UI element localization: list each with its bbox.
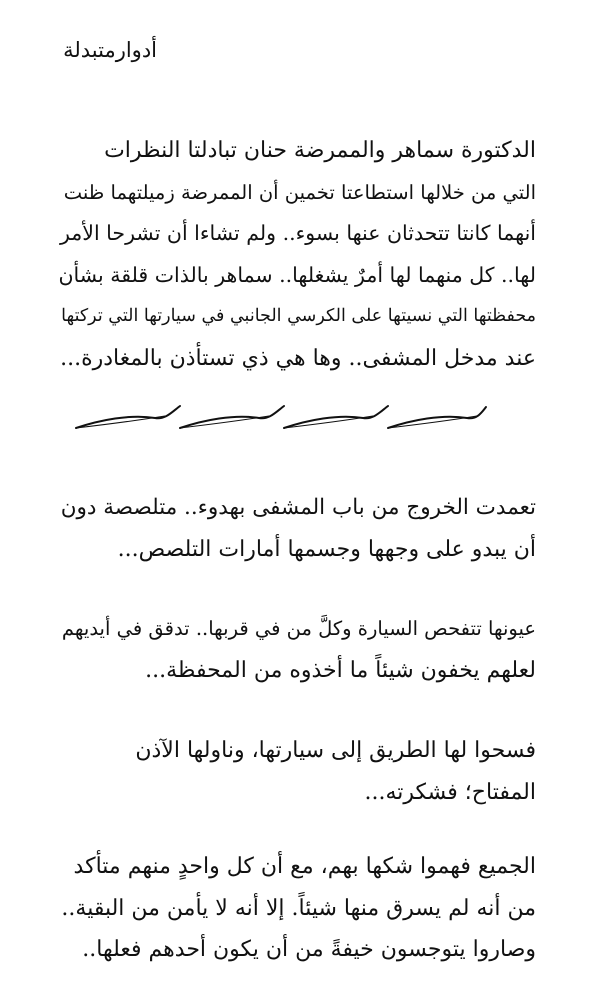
- paragraph-4: [58, 730, 536, 814]
- paragraph-line: تعمدت الخروج من باب المشفى بهدوء.. متلصصة دون: [60, 495, 536, 520]
- paragraph-line: التي من خلالها استطاعتا تخمين أن الممرضة زميلتهما ظنت: [63, 180, 536, 204]
- paragraph-line: الجميع فهموا شكها بهم، مع أن كل واحدٍ منهم متأكد: [73, 854, 536, 879]
- paragraph-line: الدكتورة سماهر والممرضة حنان تبادلتا النظرات: [104, 138, 536, 163]
- paragraph-line: محفظتها التي نسيتها على الكرسي الجانبي في سيارتها التي تركتها: [61, 306, 536, 326]
- paragraph-1: [58, 130, 536, 379]
- paragraph-3: [58, 608, 536, 692]
- story-title: أدوارمتبدلة: [63, 38, 157, 62]
- paragraph-line: من أنه لم يسرق منها شيئاً. إلا أنه لا يأمن من البقية..: [61, 895, 536, 921]
- paragraph-line: عيونها تتفحص السيارة وكلَّ من في قربها.. تدقق في أيديهم: [61, 617, 536, 640]
- wavy-ornament-icon: [70, 398, 490, 438]
- paragraph-2: [58, 487, 536, 571]
- paragraph-line: فسحوا لها الطريق إلى سيارتها، وناولها الآذن: [135, 738, 536, 763]
- paragraph-line: المفتاح؛ فشكرته...: [364, 780, 536, 805]
- paragraph-5: [58, 846, 536, 971]
- paragraph-line: أنهما كانتا تتحدثان عنها بسوء.. ولم تشاءا أن تشرحا الأمر: [59, 221, 536, 245]
- paragraph-line: وصاروا يتوجسون خيفةً من أن يكون أحدهم فعلها..: [82, 937, 536, 962]
- paragraph-line: أن يبدو على وجهها وجسمها أمارات التلصص...: [117, 537, 536, 562]
- paragraph-line: عند مدخل المشفى.. وها هي ذي تستأذن بالمغادرة...: [60, 345, 536, 371]
- paragraph-line: لها.. كل منهما لها أمرٌ يشغلها.. سماهر بالذات قلقة بشأن: [58, 262, 536, 287]
- paragraph-line: لعلهم يخفون شيئاً ما أخذوه من المحفظة...: [145, 658, 536, 683]
